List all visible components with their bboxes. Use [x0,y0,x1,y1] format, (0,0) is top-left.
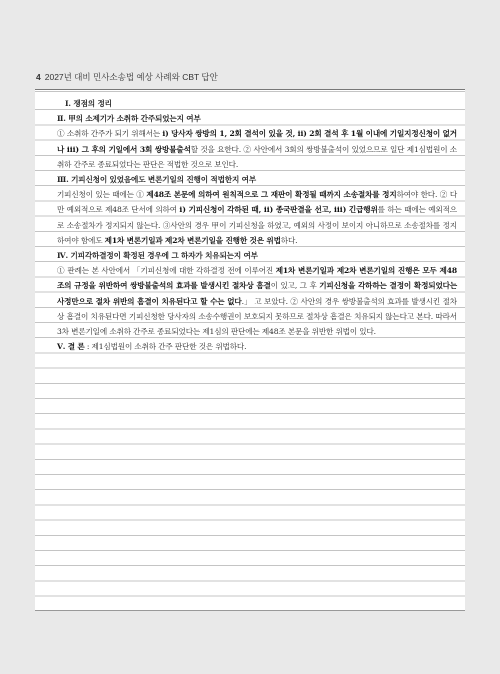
section-3-title: Ⅲ. 기피신청이 있었음에도 변론기일의 진행이 적법한지 여부 [57,175,257,185]
section-4-paragraph: ① 판례는 본 사안에서 「기피신청에 대한 각하결정 전에 이루어진 제1차 변론기일과 제2차 변론기일의 진행은 모두 제48조의 규정을 위반하여 쌍방불출석의 효과를 발생시킨 절차상 흠결이 있고, 그 후 기피신청을 각하하는 결정이 확정되었다는 사정만으로 절차 위반의 흠결이 치유된다고 할 수는 없다.」 고 보았다. ② 사안의 경우 쌍방불출석의 효과를 발생시킨 절차상 흠결이 치유된다면 기피신청한 당사자의 소송수행권이 보호되지 못하므로 절차상 흠결은 치유되지 않는다고 본다. 따라서 3차 변론기일에 소취하 간주로 종료되었다는 제1심의 판단에는 제48조 본문을 위반한 위법이 있다. [57,266,458,337]
running-header [36,71,218,83]
section-2-paragraph: ① 소취하 간주가 되기 위해서는 ⅰ) 당사자 쌍방의 1, 2회 결석이 있을 것, ⅱ) 2회 결석 후 1월 이내에 기일지정신청이 없거나 ⅲ) 그 후의 기일에서 3회 쌍방불출석할 것을 요한다. ② 사안에서 3회의 쌍방불출석이 있었으므로 일단 제1심법원이 소취하 간주로 종료되었다는 판단은 적법한 것으로 보인다. [57,129,457,169]
page-number: 4 [36,72,41,82]
section-4-title: Ⅳ. 기피각하결정이 확정된 경우에 그 하자가 치유되는지 여부 [57,251,258,261]
answer-sheet [35,89,465,611]
running-title: 2027년 대비 민사소송법 예상 사례와 CBT 답안 [44,72,218,82]
answer-text [57,96,457,354]
section-3-paragraph: 기피신청이 있는 때에는 ① 제48조 본문에 의하여 원칙적으로 그 재판이 확정될 때까지 소송절차를 정지하여야 한다. ② 다만 예외적으로 제48조 단서에 의하여 ⅰ) 기피신청이 각하된 때, ⅱ) 종국판결을 선고, ⅲ) 긴급행위를 하는 때에는 예외적으로 소송절차가 정지되지 않는다. ③사안의 경우 甲이 기피신청을 하였고, 예외의 사정이 보이지 아니하므로 소송절차를 정지하여야 함에도 제1차 변론기일과 제2차 변론기일을 진행한 것은 위법하다. [57,190,458,245]
section-2-title: Ⅱ. 甲의 소제기가 소취하 간주되었는지 여부 [57,114,201,124]
section-5-conclusion: Ⅴ. 결 론 : 제1심법원이 소취하 간주 판단한 것은 위법하다. [57,342,247,352]
section-1-title: Ⅰ. 쟁점의 정리 [65,99,112,108]
